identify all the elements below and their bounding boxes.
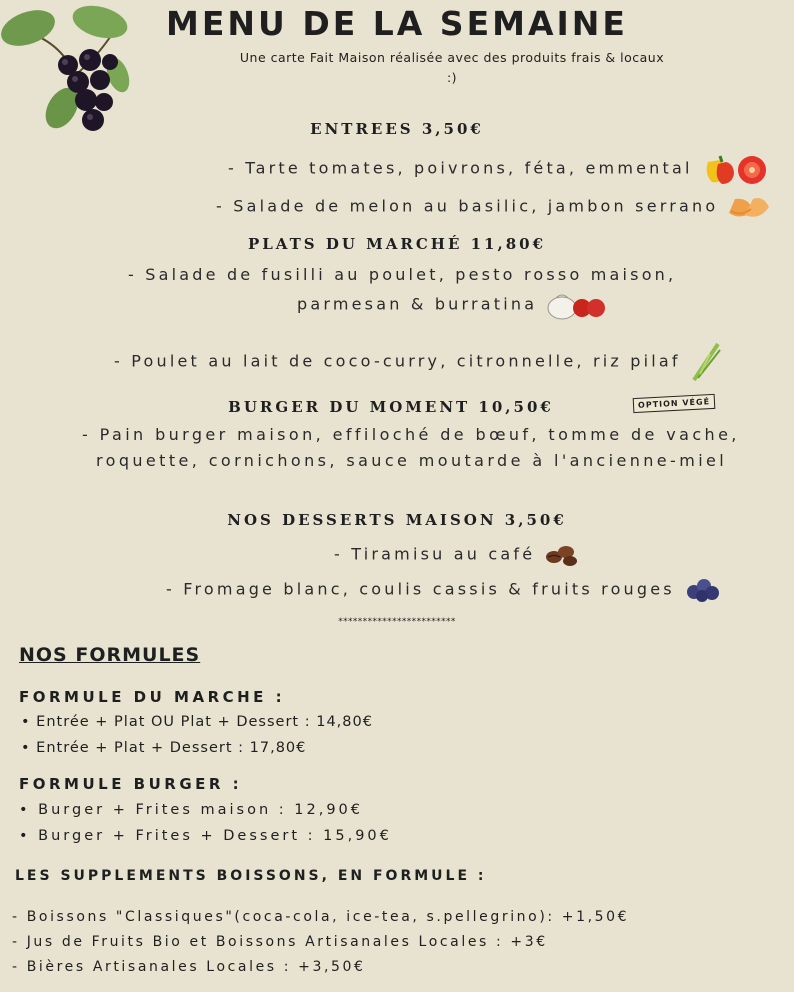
option-vege-badge: OPTION VÉGÉ bbox=[633, 394, 716, 413]
supplements-heading: LES SUPPLEMENTS BOISSONS, EN FORMULE : bbox=[15, 868, 487, 884]
plat-item-label: - Poulet au lait de coco-curry, citronnelle, riz pilaf bbox=[114, 351, 681, 371]
formules-heading: NOS FORMULES bbox=[19, 644, 201, 666]
plat-item-label: parmesan & burratina bbox=[297, 294, 538, 314]
plats-heading: PLATS DU MARCHÉ 11,80€ bbox=[247, 235, 547, 253]
entree-item bbox=[216, 191, 771, 223]
formule-burger-item: • Burger + Frites + Dessert : 15,90€ bbox=[19, 828, 392, 844]
dessert-item bbox=[166, 576, 724, 604]
formule-marche-item: • Entrée + Plat OU Plat + Dessert : 14,80€ bbox=[21, 714, 373, 730]
page-subtitle: Une carte Fait Maison réalisée avec des produits frais & locaux :) bbox=[239, 50, 665, 85]
formule-marche-item: • Entrée + Plat + Dessert : 17,80€ bbox=[21, 740, 307, 756]
dessert-item bbox=[334, 542, 580, 568]
plat-item bbox=[114, 340, 724, 384]
entree-item-label: - Salade de melon au basilic, jambon serrano bbox=[216, 196, 719, 216]
supplement-item: - Bières Artisanales Locales : +3,50€ bbox=[12, 959, 366, 975]
burger-description bbox=[82, 422, 794, 474]
coffee-beans-icon bbox=[544, 542, 580, 568]
entree-item-label: - Tarte tomates, poivrons, féta, emmental bbox=[228, 158, 693, 178]
melon-icon bbox=[727, 191, 771, 223]
separator: ************************ bbox=[338, 617, 456, 627]
desserts-heading: NOS DESSERTS MAISON 3,50€ bbox=[227, 511, 567, 529]
dessert-item-label: - Fromage blanc, coulis cassis & fruits rouges bbox=[166, 579, 675, 599]
plat-item-line bbox=[128, 265, 676, 284]
dessert-item-label: - Tiramisu au café bbox=[334, 544, 536, 564]
burger-line: - Pain burger maison, effiloché de bœuf, tomme de vache, bbox=[82, 425, 740, 444]
formule-burger-item: • Burger + Frites maison : 12,90€ bbox=[19, 802, 363, 818]
formule-marche-heading: FORMULE DU MARCHE : bbox=[19, 688, 286, 706]
burrata-tomato-icon bbox=[546, 290, 608, 320]
blueberries-icon bbox=[684, 576, 724, 604]
page-title: MENU DE LA SEMAINE bbox=[166, 4, 628, 43]
entrees-heading: ENTREES 3,50€ bbox=[310, 120, 484, 138]
supplement-item: - Jus de Fruits Bio et Boissons Artisanales Locales : +3€ bbox=[12, 934, 548, 950]
entree-item bbox=[228, 152, 770, 186]
burger-line: roquette, cornichons, sauce moutarde à l'ancienne-miel bbox=[96, 451, 728, 470]
plat-item-line bbox=[297, 290, 608, 320]
formule-burger-heading: FORMULE BURGER : bbox=[19, 775, 243, 793]
plat-item-label: - Salade de fusilli au poulet, pesto rosso maison, bbox=[128, 265, 677, 284]
burger-heading: BURGER DU MOMENT 10,50€ bbox=[228, 398, 554, 416]
supplement-item: - Boissons "Classiques"(coca-cola, ice-tea, s.pellegrino): +1,50€ bbox=[12, 909, 630, 925]
pepper-tomato-icon bbox=[702, 152, 770, 186]
lemongrass-icon bbox=[690, 340, 724, 384]
